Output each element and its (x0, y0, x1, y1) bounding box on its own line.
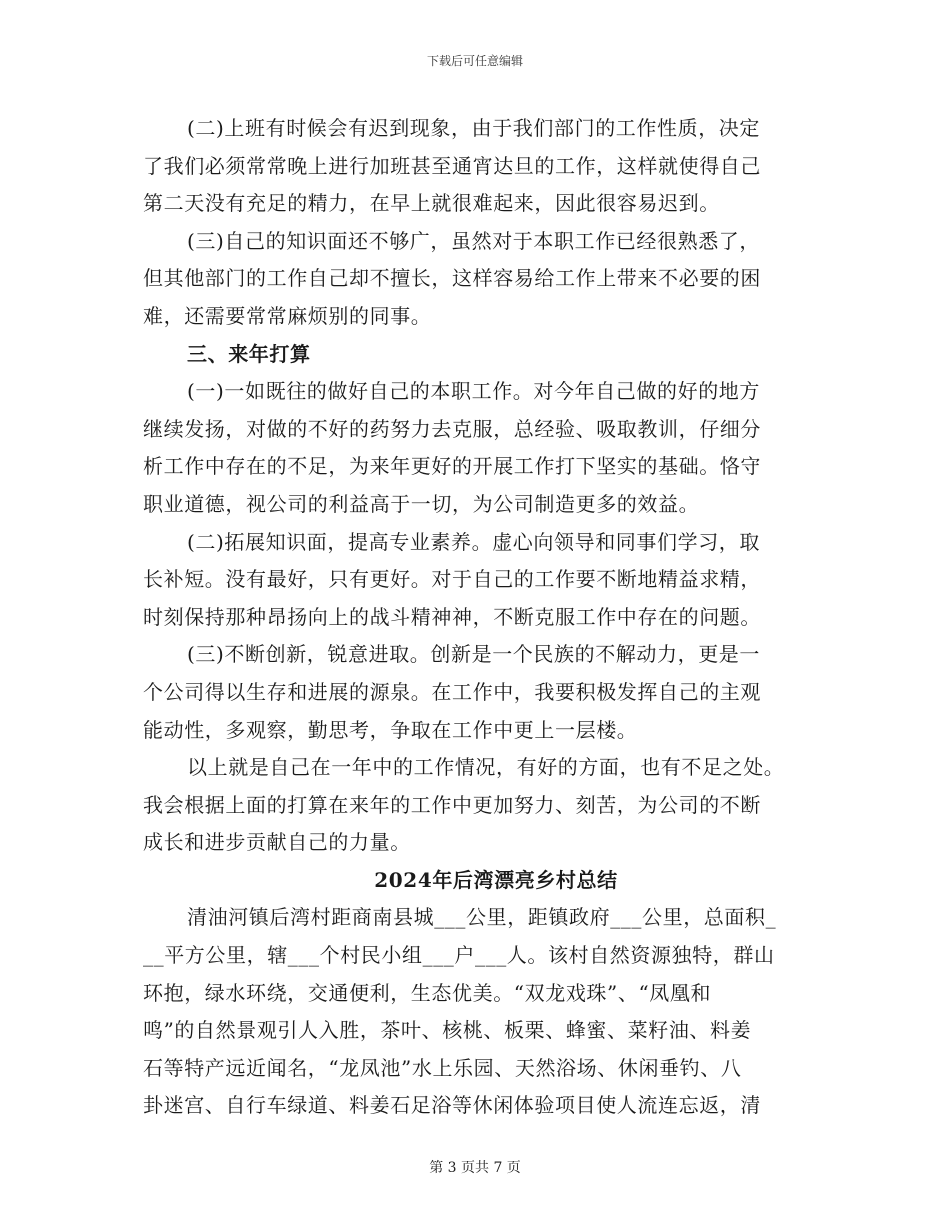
text-line: 环抱，绿水环绕，交通便利，生态优美。“双龙戏珠”、“凤凰和 (143, 980, 712, 1005)
text-line: 第二天没有充足的精力，在早上就很难起来，因此很容易迟到。 (143, 191, 720, 216)
text-line: 难，还需要常常麻烦别的同事。 (143, 303, 432, 328)
text-line: 鸣”的自然景观引人入胜，茶叶、核桃、板栗、蜂蜜、菜籽油、料姜 (143, 1018, 752, 1043)
text-line: 长补短。没有最好，只有更好。对于自己的工作要不断地精益求精， (143, 567, 761, 592)
section-heading: 三、来年打算 (187, 341, 311, 366)
text-line: 了我们必须常常晚上进行加班甚至通宵达旦的工作，这样就使得自己 (143, 153, 761, 178)
text-line: 成长和进步贡献自己的力量。 (143, 830, 411, 855)
text-line: 继续发扬，对做的不好的药努力去克服，总经验、吸取教训，仔细分 (143, 416, 761, 441)
text-line: 以上就是自己在一年中的工作情况，有好的方面，也有不足之处。 (187, 755, 785, 780)
text-line: 石等特产远近闻名，“龙凤池”水上乐园、天然浴场、休闲垂钓、八 (143, 1055, 742, 1080)
text-line: (三)自己的知识面还不够广，虽然对于本职工作已经很熟悉了， (187, 228, 761, 253)
text-line: (三)不断创新，锐意进取。创新是一个民族的不解动力，更是一 (187, 642, 761, 667)
text-line: 能动性，多观察，勤思考，争取在工作中更上一层楼。 (143, 717, 638, 742)
document-body (143, 110, 809, 1125)
text-line: __平方公里，辖___个村民小组___户___人。该村自然资源独特，群山 (143, 943, 775, 968)
text-line: 职业道德，视公司的利益高于一切，为公司制造更多的效益。 (143, 491, 700, 516)
text-line: (二)拓展知识面，提高专业素养。虚心向领导和同事们学习，取 (187, 529, 761, 554)
text-line: 卦迷宫、自行车绿道、料姜石足浴等休闲体验项目使人流连忘返，清 (143, 1093, 761, 1118)
text-line: 但其他部门的工作自己却不擅长，这样容易给工作上带来不必要的困 (143, 266, 761, 291)
page-header: 下载后可任意编辑 (426, 54, 523, 68)
text-line: (一)一如既往的做好自己的本职工作。对今年自己做的好的地方 (187, 379, 761, 404)
text-line: 时刻保持那种昂扬向上的战斗精神神，不断克服工作中存在的问题。 (143, 604, 761, 629)
text-line: 清油河镇后湾村距商南县城___公里，距镇政府___公里，总面积_ (187, 905, 777, 930)
text-line: 个公司得以生存和进展的源泉。在工作中，我要积极发挥自己的主观 (143, 679, 761, 704)
text-line: (二)上班有时候会有迟到现象，由于我们部门的工作性质，决定 (187, 116, 761, 140)
document-title: 2024年后湾漂亮乡村总结 (374, 867, 618, 892)
text-line: 我会根据上面的打算在来年的工作中更加努力、刻苦，为公司的不断 (143, 792, 761, 817)
page-number: 第 3 页共 7 页 (429, 1160, 521, 1176)
text-line: 析工作中存在的不足，为来年更好的开展工作打下坚实的基础。恪守 (143, 454, 761, 479)
